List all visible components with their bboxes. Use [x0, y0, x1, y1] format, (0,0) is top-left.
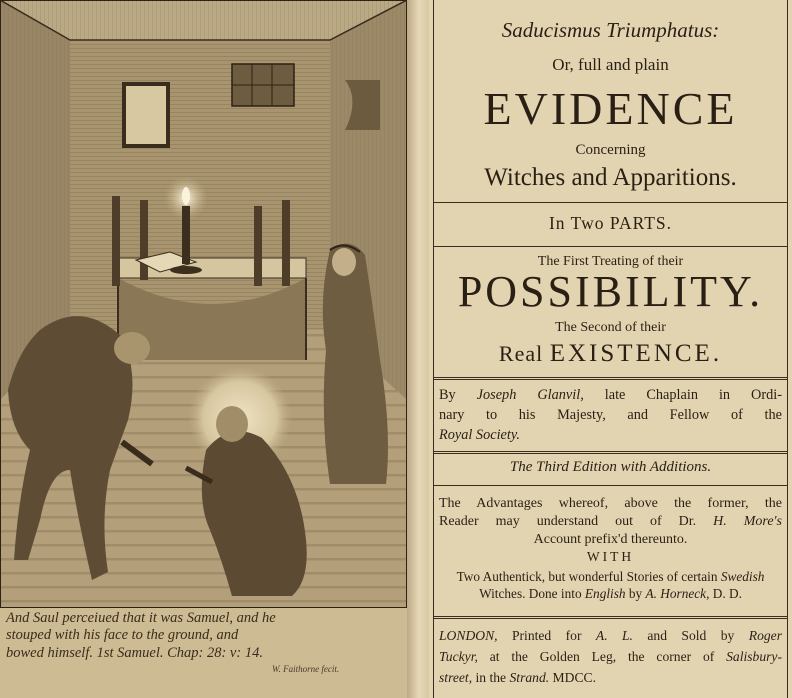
engraver-signature: W. Faithorne fecit. — [272, 664, 340, 674]
author-line-3: Royal Society. — [439, 427, 520, 443]
advantages-text: Reader may understand out of Dr. — [439, 514, 714, 529]
caption-line-1: And Saul perceiued that it was Samuel, and he — [6, 610, 276, 626]
horneck-name: A. Horneck, — [645, 586, 710, 601]
divider-rule — [433, 377, 788, 380]
imprint-line-3 — [439, 667, 782, 688]
imprint-date: MDCC. — [549, 670, 596, 685]
tuckyr-name: Tuckyr, — [439, 649, 478, 664]
caption-line-2: stouped with his face to the ground, and — [6, 627, 239, 643]
imprint-in-the: in the — [472, 670, 510, 685]
existence-word: EXISTENCE. — [549, 340, 723, 367]
possibility-heading: POSSIBILITY. — [457, 267, 764, 316]
more-name: H. More's — [713, 514, 783, 529]
divider-rule — [433, 616, 788, 619]
imprint-line-1 — [439, 625, 782, 646]
roger-name: Roger — [748, 628, 782, 643]
author-name: Joseph Glanvil, — [476, 387, 584, 403]
divider-rule — [433, 202, 788, 203]
imprint-golden-leg: at the Golden Leg, the corner of — [477, 649, 727, 664]
divider-rule — [433, 451, 788, 454]
imprint-line-2 — [439, 646, 782, 667]
stories-text: Two Authentick, but wonderful Stories of certain — [456, 569, 721, 584]
edition-line: The Third Edition with Additions. — [509, 459, 712, 475]
with-line: WITH — [586, 549, 635, 564]
parts-line: In Two PARTS. — [548, 213, 673, 233]
imprint-paragraph — [439, 625, 782, 688]
stories-by: by — [625, 586, 646, 601]
author-line-2: nary to his Majesty, and Fellow of the — [439, 407, 782, 423]
stories-line-1 — [439, 568, 782, 585]
strand-word: Strand. — [509, 670, 550, 685]
stories-dd: D. D. — [709, 586, 742, 601]
main-title: Saducismus Triumphatus: — [501, 18, 720, 42]
book-gutter — [407, 0, 429, 698]
stories-witches: Witches. Done into — [479, 586, 585, 601]
street-word: street, — [439, 670, 473, 685]
subtitle-or: Or, full and plain — [552, 55, 669, 74]
english-word: English — [584, 586, 626, 601]
london-word: LONDON, — [439, 628, 498, 643]
divider-rule — [433, 246, 788, 247]
second-line: The Second of their — [555, 320, 666, 335]
imprint-sold: and Sold by — [632, 628, 749, 643]
swedish-word: Swedish — [720, 569, 765, 584]
evidence-heading: EVIDENCE — [483, 83, 738, 134]
divider-rule — [433, 485, 788, 486]
advantages-paragraph — [439, 495, 782, 549]
author-paragraph — [439, 385, 782, 445]
salisbury-word: Salisbury- — [726, 649, 782, 664]
title-page — [429, 0, 792, 698]
stories-line-2 — [439, 585, 782, 602]
frontispiece-caption — [4, 608, 404, 698]
imprint-printed: Printed for — [497, 628, 596, 643]
frontispiece-engraving — [0, 0, 407, 608]
advantages-line-2 — [439, 513, 782, 531]
witches-line: Witches and Apparitions. — [484, 164, 737, 191]
concerning-line: Concerning — [575, 142, 646, 158]
advantages-line-1: The Advantages whereof, above the former, the — [439, 496, 782, 511]
real-word: Real — [498, 341, 550, 366]
advantages-line-3: Account prefix'd thereunto. — [533, 532, 688, 547]
stories-paragraph — [439, 568, 782, 602]
real-existence-line — [433, 340, 788, 368]
caption-line-3: bowed himself. 1st Samuel. Chap: 28: v: 14. — [6, 645, 263, 661]
author-by: By — [439, 387, 477, 403]
first-treating-line: The First Treating of their — [537, 254, 684, 269]
printer-initials: A. L. — [595, 628, 633, 643]
author-post: late Chaplain in Ordi- — [583, 387, 783, 403]
author-line-1 — [439, 385, 782, 405]
